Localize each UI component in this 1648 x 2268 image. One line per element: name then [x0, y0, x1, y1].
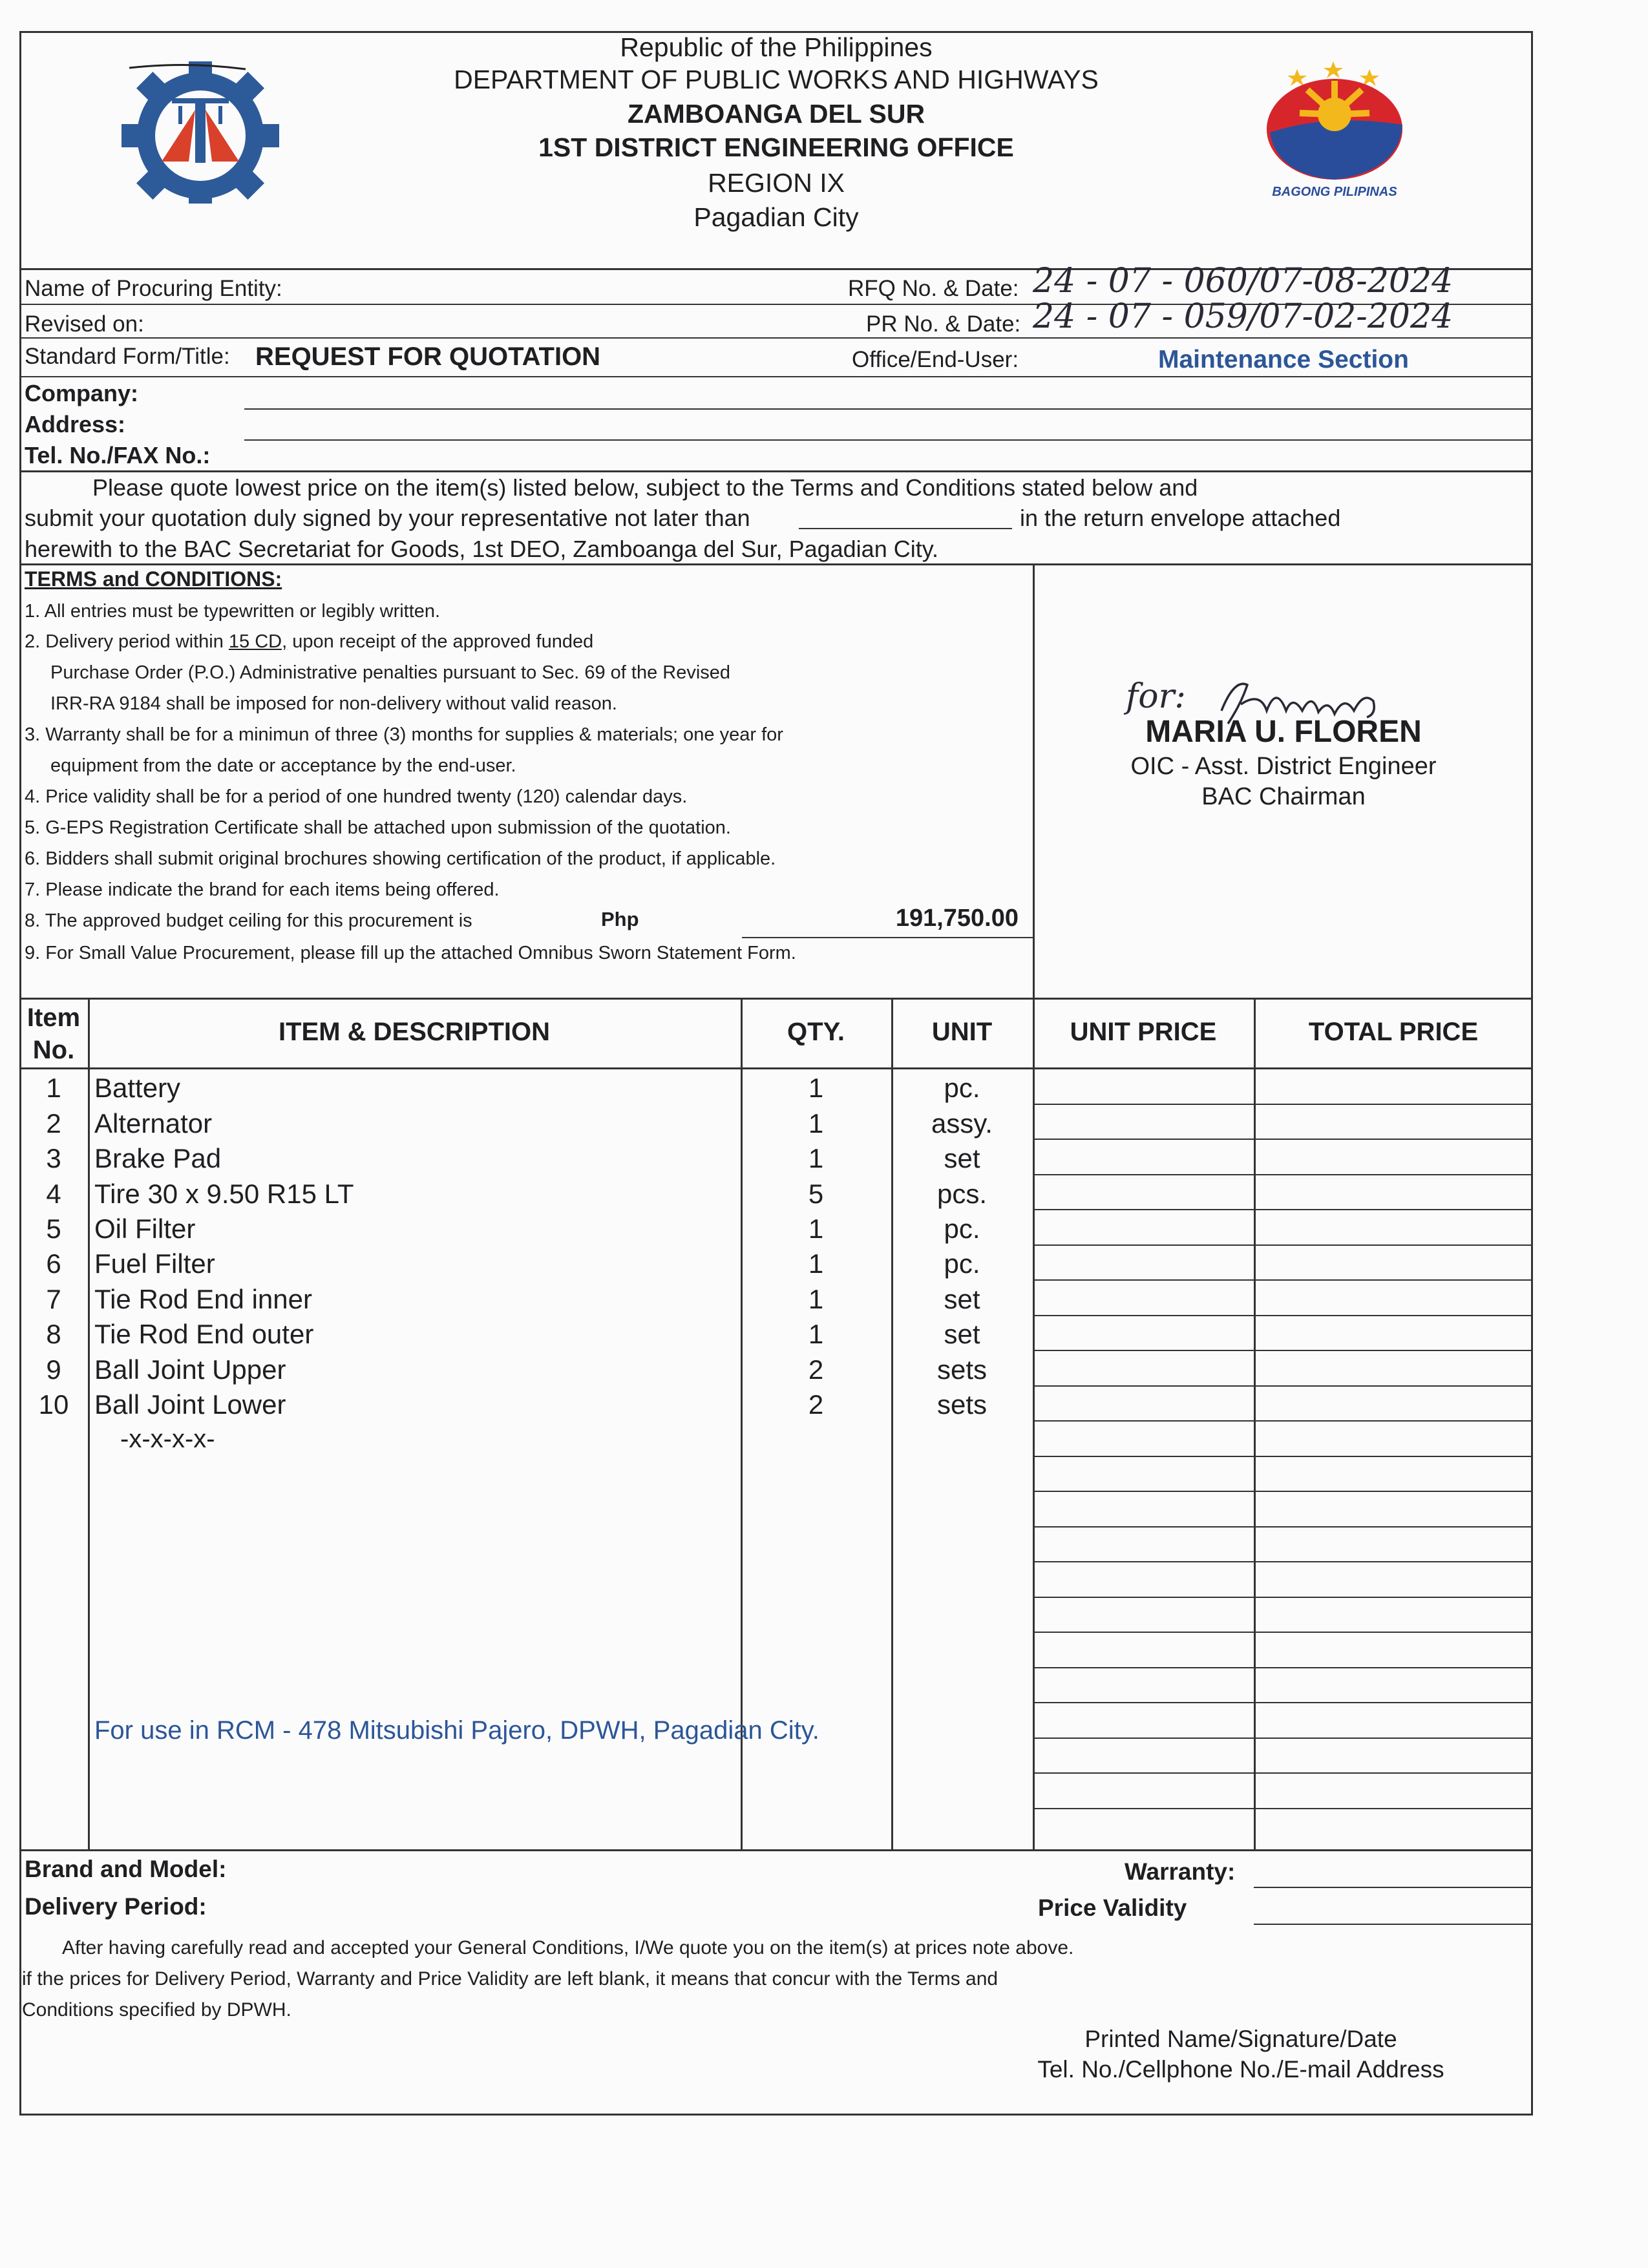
row-no: 6	[46, 1248, 61, 1279]
rule	[19, 563, 1533, 565]
price-row-rule	[1033, 1104, 1533, 1105]
row-unit: pc.	[944, 1073, 980, 1103]
row-no: 1	[46, 1073, 61, 1103]
row-qty: 1	[808, 1319, 824, 1349]
terms-title: TERMS and CONDITIONS:	[25, 567, 282, 591]
price-row-rule	[1033, 1738, 1533, 1739]
deadline-blank[interactable]	[799, 528, 1012, 529]
term-3-line-2: equipment from the date or acceptance by the end-user.	[50, 755, 516, 776]
acceptance-line-2: if the prices for Delivery Period, Warranty and Price Validity are left blank, it means that concur with the Terms and	[22, 1968, 998, 1990]
usage-note: For use in RCM - 478 Mitsubishi Pajero, DPWH, Pagadian City.	[94, 1716, 819, 1745]
row-no: 7	[46, 1284, 61, 1314]
company-input-line[interactable]	[244, 408, 1533, 410]
row-qty: 1	[808, 1143, 824, 1173]
end-marker: -x-x-x-x-	[120, 1425, 215, 1453]
instruction-line-3: herewith to the BAC Secretariat for Goods, 1st DEO, Zamboanga del Sur, Pagadian City.	[25, 536, 939, 562]
price-row-rule	[1033, 1456, 1533, 1457]
row-unit: pc.	[944, 1248, 980, 1279]
warranty-label: Warranty:	[1125, 1858, 1236, 1885]
term-5: 5. G-EPS Registration Certificate shall be attached upon submission of the quotation.	[25, 817, 731, 838]
price-row-rule	[1033, 1667, 1533, 1668]
row-desc: Brake Pad	[94, 1143, 222, 1173]
rule	[19, 1067, 1533, 1069]
row-desc: Ball Joint Upper	[94, 1354, 286, 1385]
price-row-rule	[1033, 1279, 1533, 1281]
col-divider	[1033, 998, 1035, 1849]
company-label: Company:	[25, 380, 139, 406]
row-unit: set	[944, 1284, 980, 1314]
th-item-no-1: Item	[26, 1003, 81, 1032]
th-total-price: TOTAL PRICE	[1308, 1018, 1479, 1046]
row-qty: 1	[808, 1284, 824, 1314]
signature-caption: Printed Name/Signature/Date	[1084, 2026, 1397, 2052]
bagong-pilipinas-caption: BAGONG PILIPINAS	[1272, 185, 1397, 199]
price-validity-input-line[interactable]	[1254, 1924, 1533, 1925]
rule	[19, 998, 1533, 1000]
term-6: 6. Bidders shall submit original brochures showing certification of the product, if applicable.	[25, 848, 776, 869]
budget-amount: 191,750.00	[895, 905, 1019, 932]
row-no: 10	[38, 1389, 69, 1420]
row-desc: Ball Joint Lower	[94, 1389, 286, 1420]
price-validity-label: Price Validity	[1038, 1895, 1187, 1921]
price-row-rule	[1033, 1526, 1533, 1528]
th-qty: QTY.	[787, 1018, 845, 1046]
price-row-rule	[1033, 1420, 1533, 1422]
th-item-no	[19, 1002, 88, 1066]
row-qty: 1	[808, 1248, 824, 1279]
procuring-entity-label: Name of Procuring Entity:	[25, 276, 282, 301]
th-unit-price: UNIT PRICE	[1070, 1018, 1217, 1046]
row-no: 9	[46, 1354, 61, 1385]
price-row-rule	[1033, 1597, 1533, 1598]
republic-line: Republic of the Philippines	[620, 32, 933, 62]
th-item-no-2: No.	[32, 1036, 75, 1064]
department-line: DEPARTMENT OF PUBLIC WORKS AND HIGHWAYS	[454, 65, 1099, 94]
signatory-position: OIC - Asst. District Engineer	[1130, 753, 1437, 780]
col-divider	[1254, 998, 1256, 1849]
row-no: 5	[46, 1213, 61, 1244]
rfq-value[interactable]: 24 - 07 - 060/07-08-2024	[1033, 262, 1453, 300]
instruction-line-2a: submit your quotation duly signed by your representative not later than	[25, 505, 750, 531]
price-row-rule	[1033, 1139, 1533, 1140]
price-row-rule	[1033, 1702, 1533, 1703]
row-qty: 5	[808, 1179, 824, 1209]
price-row-rule	[1033, 1244, 1533, 1246]
th-unit: UNIT	[931, 1018, 993, 1046]
term-3: 3. Warranty shall be for a minimun of three (3) months for supplies & materials; one year for	[25, 724, 783, 745]
brand-model-label: Brand and Model:	[25, 1856, 227, 1882]
row-qty: 1	[808, 1108, 824, 1139]
col-divider	[88, 998, 90, 1849]
form-title: REQUEST FOR QUOTATION	[255, 342, 601, 371]
th-description: ITEM & DESCRIPTION	[278, 1018, 551, 1046]
row-qty: 2	[808, 1389, 824, 1420]
office-end-user-label: Office/End-User:	[852, 347, 1019, 372]
price-row-rule	[1033, 1808, 1533, 1809]
row-unit: sets	[936, 1389, 988, 1420]
city-line: Pagadian City	[693, 202, 859, 232]
term-4: 4. Price validity shall be for a period of one hundred twenty (120) calendar days.	[25, 786, 688, 807]
signatory-role: BAC Chairman	[1201, 783, 1366, 810]
signatory-name: MARIA U. FLOREN	[1145, 715, 1422, 749]
term-8-currency: Php	[601, 908, 639, 930]
row-unit: pcs.	[936, 1179, 988, 1209]
row-no: 8	[46, 1319, 61, 1349]
terms-divider	[1033, 563, 1035, 998]
price-row-rule	[1033, 1209, 1533, 1210]
rule	[19, 1849, 1533, 1851]
term-2	[25, 631, 593, 653]
form-title-label: Standard Form/Title:	[25, 344, 230, 369]
price-row-rule	[1033, 1385, 1533, 1387]
term-2-line-2: Purchase Order (P.O.) Administrative penalties pursuant to Sec. 69 of the Revised	[50, 662, 731, 683]
row-desc: Battery	[94, 1073, 181, 1103]
instruction-line-1: Please quote lowest price on the item(s) listed below, subject to the Terms and Conditions stated below and	[92, 474, 1198, 501]
row-desc: Fuel Filter	[94, 1248, 215, 1279]
row-unit: pc.	[944, 1213, 980, 1244]
price-row-rule	[1033, 1350, 1533, 1351]
row-qty: 1	[808, 1073, 824, 1103]
row-desc: Tie Rod End outer	[94, 1319, 314, 1349]
term-9: 9. For Small Value Procurement, please fill up the attached Omnibus Sworn Statement Form.	[25, 943, 796, 963]
contact-caption: Tel. No./Cellphone No./E-mail Address	[1037, 2056, 1444, 2083]
handwritten-for: for:	[1126, 677, 1186, 716]
instruction-line-2b: in the return envelope attached	[1020, 505, 1341, 531]
acceptance-line-3: Conditions specified by DPWH.	[22, 1999, 291, 2021]
row-unit: sets	[936, 1354, 988, 1385]
address-label: Address:	[25, 411, 126, 437]
term-2-days: 15 CD,	[228, 631, 288, 652]
row-unit: set	[944, 1143, 980, 1173]
acceptance-line-1: After having carefully read and accepted your General Conditions, I/We quote you on the item(s) at prices note above.	[62, 1937, 1074, 1958]
term-8: 8. The approved budget ceiling for this procurement is	[25, 910, 472, 931]
pr-value[interactable]: 24 - 07 - 059/07-02-2024	[1033, 297, 1453, 336]
rule	[19, 376, 1533, 377]
rule	[19, 337, 1533, 339]
price-row-rule	[1033, 1561, 1533, 1562]
row-desc: Tie Rod End inner	[94, 1284, 312, 1314]
term-2-start: 2. Delivery period within	[25, 631, 229, 652]
rfq-label: RFQ No. & Date:	[848, 276, 1019, 301]
row-qty: 2	[808, 1354, 824, 1385]
price-row-rule	[1033, 1174, 1533, 1175]
pr-label: PR No. & Date:	[866, 311, 1021, 337]
price-row-rule	[1033, 1632, 1533, 1633]
row-no: 2	[46, 1108, 61, 1139]
row-desc: Alternator	[94, 1108, 213, 1139]
row-unit: set	[944, 1319, 980, 1349]
region-line: REGION IX	[708, 168, 845, 198]
rule	[19, 470, 1533, 472]
tel-fax-label: Tel. No./FAX No.:	[25, 442, 211, 468]
address-input-line[interactable]	[244, 439, 1533, 441]
province-line: ZAMBOANGA DEL SUR	[627, 99, 925, 129]
row-no: 3	[46, 1143, 61, 1173]
row-desc: Oil Filter	[94, 1213, 196, 1244]
office-line: 1ST DISTRICT ENGINEERING OFFICE	[538, 132, 1014, 162]
revised-on-label: Revised on:	[25, 311, 144, 337]
term-1: 1. All entries must be typewritten or legibly written.	[25, 601, 441, 622]
row-no: 4	[46, 1179, 61, 1209]
row-unit: assy.	[931, 1108, 993, 1139]
warranty-input-line[interactable]	[1254, 1887, 1533, 1888]
row-desc: Tire 30 x 9.50 R15 LT	[94, 1179, 354, 1209]
price-row-rule	[1033, 1772, 1533, 1774]
budget-underline	[742, 937, 1033, 938]
price-row-rule	[1033, 1491, 1533, 1492]
term-2-line-3: IRR-RA 9184 shall be imposed for non-delivery without valid reason.	[50, 693, 617, 714]
term-7: 7. Please indicate the brand for each items being offered.	[25, 879, 500, 900]
office-end-user-value: Maintenance Section	[1158, 346, 1409, 373]
term-2-end: upon receipt of the approved funded	[287, 631, 594, 652]
row-qty: 1	[808, 1213, 824, 1244]
price-row-rule	[1033, 1315, 1533, 1316]
delivery-period-label: Delivery Period:	[25, 1893, 207, 1920]
